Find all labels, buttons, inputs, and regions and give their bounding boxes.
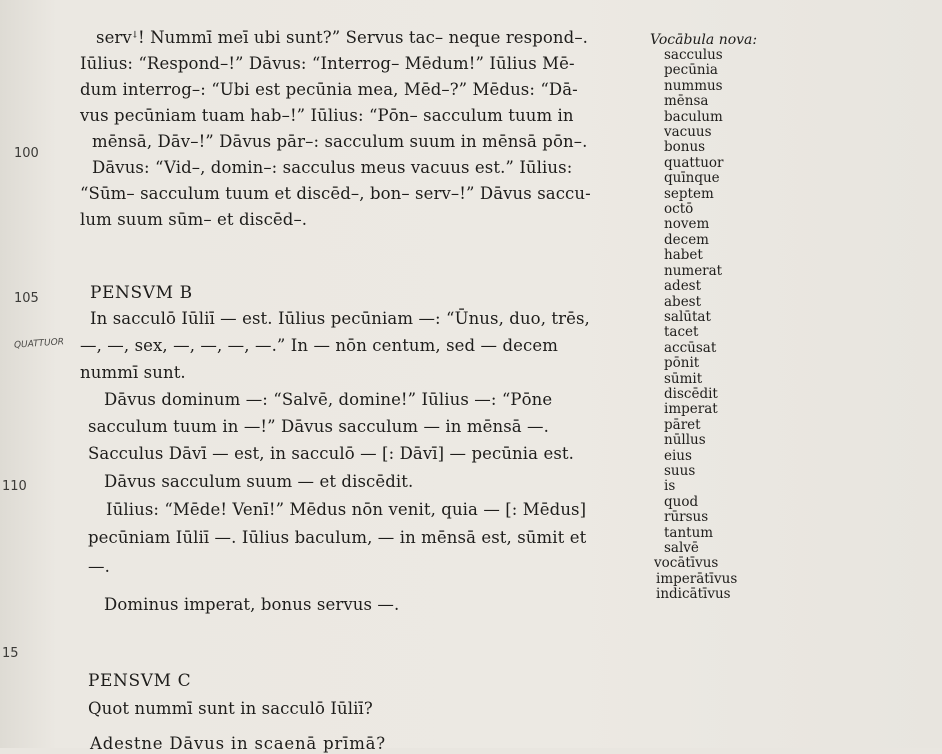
line-number: 100 — [14, 146, 39, 161]
text-line: Adestne Dāvus in scaenā prīmā? — [90, 734, 386, 753]
vocab-word: salvē — [664, 540, 699, 556]
vocab-word: sūmit — [664, 370, 703, 387]
vocab-word: vacuus — [664, 124, 712, 141]
text-line: Quot nummī sunt in sacculō Iūliī? — [88, 699, 373, 718]
vocab-words — [650, 48, 780, 603]
vocab-word: nummus — [664, 77, 723, 94]
vocab-word: mēnsa — [664, 93, 709, 110]
vocab-list — [650, 32, 780, 603]
vocab-word: quīnque — [664, 170, 720, 187]
vocab-word: tantum — [664, 524, 714, 541]
vocab-word: octō — [664, 201, 694, 218]
vocab-word: eius — [664, 447, 692, 464]
text-line: Dominus imperat, bonus servus —. — [104, 595, 400, 614]
vocab-word: septem — [664, 185, 714, 202]
vocab-word: quattuor — [664, 154, 724, 171]
text-line: servꜜ! Nummī meī ubi sunt?” Servus tac– neque respond–. — [96, 28, 589, 47]
vocab-title: Vocābula nova: — [650, 32, 758, 48]
pensum-b-heading: PENSVM B — [90, 283, 193, 303]
vocab-word: rūrsus — [664, 509, 709, 526]
vocab-word: decem — [664, 231, 709, 248]
text-line: —. — [88, 557, 110, 576]
line-number: 105 — [14, 291, 39, 306]
line-number: 15 — [2, 646, 19, 661]
vocab-word: tacet — [664, 324, 699, 341]
text-line: “Sūm– sacculum tuum et discēd–, bon– serv–!” Dāvus saccu- — [80, 184, 591, 203]
text-line: pecūniam Iūliī —. Iūlius baculum, — in mēnsā est, sūmit et — [88, 528, 587, 547]
vocab-word: adest — [664, 278, 702, 295]
vocab-word: quod — [664, 493, 699, 510]
vocab-word: numerat — [664, 262, 723, 279]
vocab-word: pōnit — [664, 355, 700, 372]
vocab-word: accūsat — [664, 339, 717, 356]
text-line: vus pecūniam tuam hab–!” Iūlius: “Pōn– sacculum tuum in — [80, 106, 574, 125]
text-line: Iūlius: “Respond–!” Dāvus: “Interrog– Mēdum!” Iūlius Mē- — [80, 54, 575, 73]
text-line: dum interrog–: “Ubi est pecūnia mea, Mēd–?” Mēdus: “Dā- — [80, 80, 578, 99]
text-line: lum suum sūm– et discēd–. — [80, 210, 308, 229]
vocab-word: discēdit — [664, 385, 718, 402]
text-line: —, —, sex, —, —, —, —.” In — nōn centum, sed — decem — [80, 336, 558, 355]
vocab-word: pāret — [664, 416, 701, 433]
vocab-word: abest — [664, 293, 702, 310]
vocab-word: bonus — [664, 139, 706, 156]
line-number: 110 — [2, 479, 27, 494]
vocab-word: indicātīvus — [656, 586, 731, 603]
handwritten-note: QUATTUOR — [13, 337, 65, 351]
text-line: In sacculō Iūliī — est. Iūlius pecūniam —: “Ūnus, duo, trēs, — [90, 309, 590, 328]
vocab-word: baculum — [664, 108, 723, 125]
vocab-word: salūtat — [664, 308, 711, 325]
text-line: mēnsā, Dāv–!” Dāvus pār–: sacculum suum in mēnsā pōn–. — [92, 132, 588, 151]
vocab-word: vocātīvus — [654, 555, 719, 572]
text-line: Sacculus Dāvī — est, in sacculō — [: Dāvī] — pecūnia est. — [88, 444, 574, 463]
vocab-word: novem — [664, 216, 710, 233]
text-line: Dāvus: “Vid–, domin–: sacculus meus vacuus est.” Iūlius: — [92, 158, 573, 177]
text-line: sacculum tuum in —!” Dāvus sacculum — in mēnsā —. — [88, 417, 550, 436]
text-line: Iūlius: “Mēde! Venī!” Mēdus nōn venit, quia — [: Mēdus] — [106, 500, 587, 519]
text-line: nummī sunt. — [80, 363, 186, 382]
vocab-word: suus — [664, 462, 696, 479]
pensum-c-heading: PENSVM C — [88, 671, 192, 691]
vocab-word: nūllus — [664, 432, 706, 449]
vocab-word: sacculus — [664, 47, 723, 63]
vocab-word: pecūnia — [664, 62, 718, 79]
vocab-word: imperātīvus — [656, 570, 738, 587]
vocab-word: habet — [664, 247, 703, 264]
vocab-word: imperat — [664, 401, 718, 418]
text-line: Dāvus dominum —: “Salvē, domine!” Iūlius —: “Pōne — [104, 390, 553, 409]
vocab-word: is — [664, 478, 676, 495]
text-line: Dāvus sacculum suum — et discēdit. — [104, 472, 414, 491]
